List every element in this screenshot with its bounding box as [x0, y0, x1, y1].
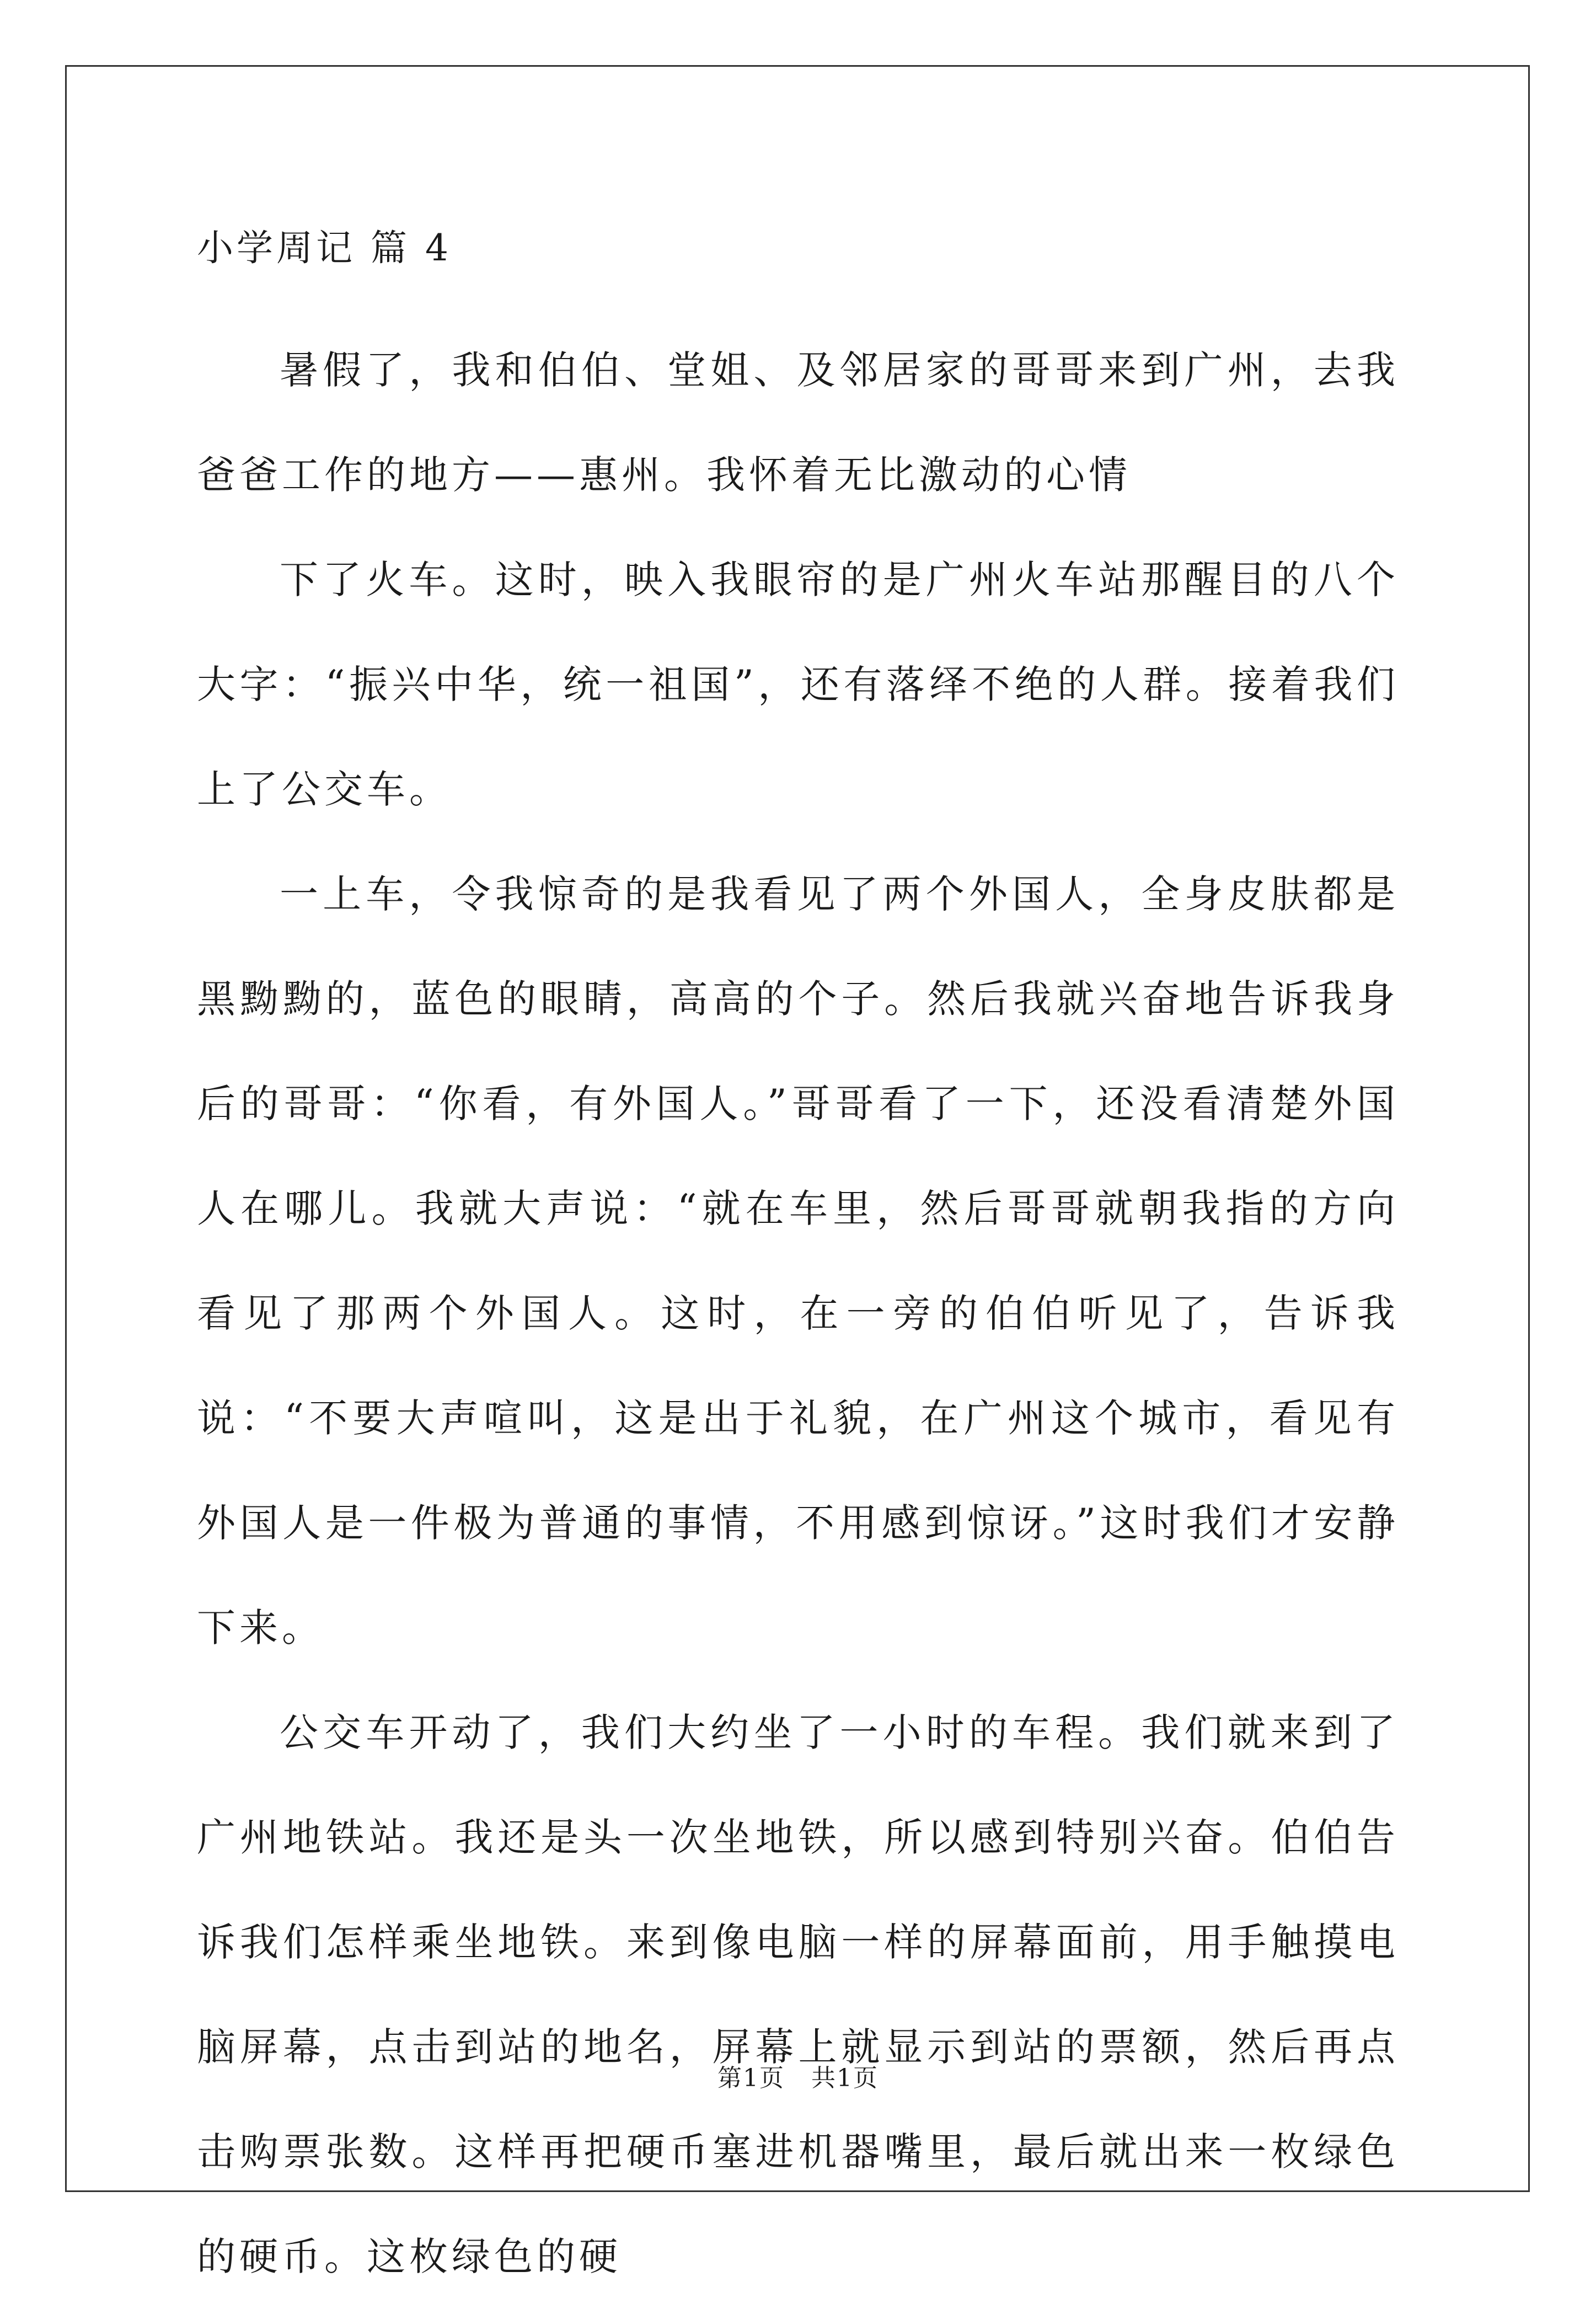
paragraph: 公交车开动了，我们大约坐了一小时的车程。我们就来到了广州地铁站。我还是头一次坐地铁，所以感到特别兴奋。伯伯告诉我们怎样乘坐地铁。来到像电脑一样的屏幕面前，用手触摸电脑屏幕，点击到站的地名，屏幕上就显示到站的票额，然后再点击购票张数。这样再把硬币塞进机器嘴里，最后就出来一枚绿色的硬币。这枚绿色的硬 — [197, 1710, 1399, 2279]
paragraph: 一上车，令我惊奇的是我看见了两个外国人，全身皮肤都是黑黝黝的，蓝色的眼睛，高高的个子。然后我就兴奋地告诉我身后的哥哥：“你看，有外国人。”哥哥看了一下，还没看清楚外国人在哪儿。我就大声说：“就在车里，然后哥哥就朝我指的方向看见了那两个外国人。这时，在一旁的伯伯听见了，告诉我说：“不要大声喧叫，这是出于礼貌，在广州这个城市，看见有外国人是一件极为普通的事情，不用感到惊讶。”这时我们才安静下来。 — [197, 872, 1399, 1650]
paragraph: 暑假了，我和伯伯、堂姐、及邻居家的哥哥来到广州，去我爸爸工作的地方——惠州。我怀着无比激动的心情 — [197, 348, 1399, 498]
page-footer: 第1页 共1页 — [717, 2064, 879, 2092]
paragraph: 下了火车。这时，映入我眼帘的是广州火车站那醒目的八个大字：“振兴中华，统一祖国”，还有落绎不绝的人群。接着我们上了公交车。 — [197, 557, 1399, 812]
document-body — [197, 215, 1399, 2309]
document-title: 小学周记 篇 4 — [197, 227, 452, 269]
